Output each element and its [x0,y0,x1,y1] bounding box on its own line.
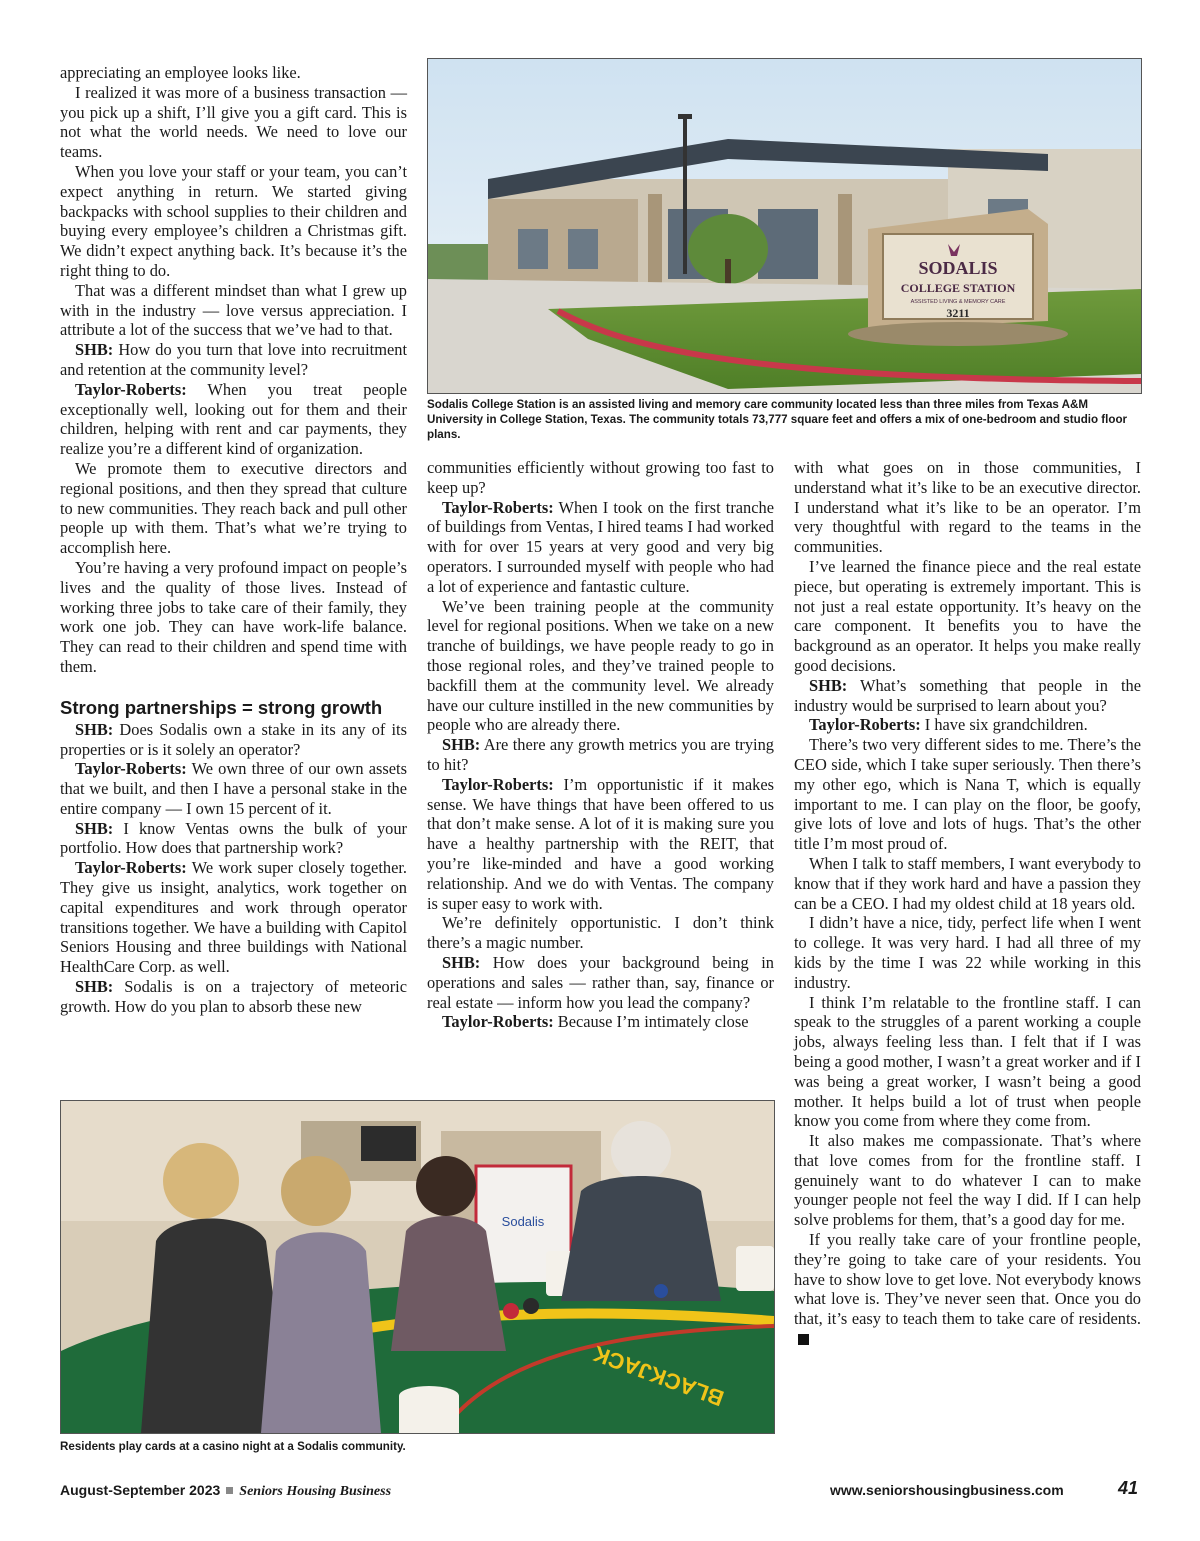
end-mark-icon [798,1334,809,1345]
speaker-label: Taylor-Roberts: [75,379,187,399]
question-paragraph [427,953,774,1012]
sign-number: 3211 [946,306,970,320]
answer-paragraph [427,1012,774,1032]
speaker-label: SHB: [75,977,114,997]
paragraph: I realized it was more of a business transaction — you pick up a shift, I’ll give you a gift card. This is not what the world needs. We need to love our teams. [60,82,407,162]
paragraph: We promote them to executive directors and regional positions, and then they spread that culture to new communities. They reach back and pull other people up with them. That’s what we’re trying to accomplish here. [60,458,407,558]
article-column-1 [60,63,407,1017]
question-text: I know Ventas owns the bulk of your portfolio. How does that partnership work? [60,818,407,858]
speaker-label: SHB: [809,675,848,695]
paragraph: That was a different mindset than what I grew up with in the industry — love versus appreciation. I attribute a lot of the success that we’ve had to that. [60,280,407,340]
answer-text: When you treat people exceptionally well, looking out for them and their children, helping with rent and car payments, they realize you’re a different kind of organization. [60,379,407,459]
answer-paragraph [60,858,407,977]
casino-night-photo [60,1100,775,1434]
paragraph: I didn’t have a nice, tidy, perfect life when I went to college. It was very hard. I had all three of my kids by the time I was 22 while working in this industry. [794,913,1141,992]
paragraph: I think I’m relatable to the frontline staff. I can speak to the struggles of a parent working a couple jobs, always feeling less than. I felt that if I was being a good mother, I wasn’t a great worker and if I was being a great worker, I wasn’t being a good mother. It helps build a lot of trust when people know you come from where they come from. [794,992,1141,1131]
speaker-label: SHB: [75,818,114,838]
answer-text: We work super closely together. They give us insight, analytics, work together on capital expenditures and work through operator transitions together. We have a building with Capitol Seniors Housing and three buildings with National HealthCare Corp. as well. [60,858,407,977]
speaker-label: Taylor-Roberts: [442,1012,554,1032]
speaker-label: Taylor-Roberts: [442,774,554,794]
speaker-label: Taylor-Roberts: [809,715,921,735]
table-text: BLACKJACK [589,1340,728,1412]
speaker-label: SHB: [442,735,481,755]
question-paragraph [60,977,407,1017]
paragraph: communities efficiently without growing too fast to keep up? [427,458,774,497]
question-text: What’s something that people in the industry would be surprised to learn about you? [794,675,1141,715]
paragraph: You’re having a very profound impact on people’s lives and the quality of those lives. Instead of working three jobs to take care of their family, they work one job. They can have work-life balance. They can read to their children and spend time with them. [60,557,407,676]
paragraph: We’ve been training people at the community level for regional positions. When we take on a new tranche of buildings, we have people ready to go in those regional roles, and they’ve trained people to backfill them at the community level. We already have our culture instilled in the new communities by people who are already there. [427,596,774,735]
question-text: How do you turn that love into recruitment and retention at the community level? [60,340,407,379]
question-text: Sodalis is on a trajectory of meteoric growth. How do you plan to absorb these new [60,977,407,1016]
answer-paragraph [427,775,774,914]
question-text: Does Sodalis own a stake in its any of its properties or is it solely an operator? [60,719,407,759]
paragraph: There’s two very different sides to me. There’s the CEO side, which I take super seriously. Then there’s my other ego, which is Nana T, which is equally important to me. I can play on the floor, be goofy, give lots of love and lots of hugs. That’s the other title I’m most proud of. [794,735,1141,854]
issue-footer [60,1482,391,1500]
answer-text: I have six grandchildren. [920,715,1088,735]
sign-subtitle: COLLEGE STATION [900,281,1016,295]
magazine-name: Seniors Housing Business [239,1484,392,1499]
question-paragraph [427,735,774,775]
sign-name: SODALIS [918,258,998,278]
speaker-label: Taylor-Roberts: [75,858,187,878]
answer-paragraph [427,498,774,597]
final-paragraph [794,1230,1141,1349]
answer-text: We own three of our own assets that we built, and then I have a personal stake in the entire company — I own 15 percent of it. [60,759,407,818]
answer-text: I’m opportunistic if it makes sense. We have things that have been offered to us that don’t make sense. A lot of it is making sure you have a healthy partnership with the REIT, that you’re like-minded and have a good working relationship. And we do with Ventas. The company is super easy to work with. [427,774,774,913]
question-paragraph [60,340,407,380]
answer-text: Because I’m intimately close [553,1012,749,1032]
speaker-label: Taylor-Roberts: [442,497,554,517]
article-column-2 [427,458,774,1032]
website-url[interactable]: www.seniorshousingbusiness.com [830,1482,1064,1498]
speaker-label: SHB: [75,340,114,360]
question-paragraph [794,676,1141,716]
paragraph: I’ve learned the finance piece and the real estate piece, but operating is extremely important. This is not just a real estate opportunity. It’s heavy on the care component. It benefits you to have the background as an operator. It helps you make really good decisions. [794,556,1141,675]
speaker-label: SHB: [442,952,481,972]
paragraph: When you love your staff or your team, you can’t expect anything in return. We started giving backpacks with school supplies to their children and buying every employee’s children a Christmas gift. We didn’t expect anything back. It’s because it’s the right thing to do. [60,161,407,280]
paragraph: We’re definitely opportunistic. I don’t think there’s a magic number. [427,913,774,953]
issue-date: August-September 2023 [60,1482,221,1498]
answer-paragraph [794,715,1141,735]
article-column-3 [794,458,1141,1349]
paragraph: with what goes on in those communities, I understand what it’s like to be an executive director. I understand what it’s like to be an operator. I’m very thoughtful with regard to the teams in the communities. [794,458,1141,557]
answer-paragraph [60,380,407,459]
sign-tagline: ASSISTED LIVING & MEMORY CARE [910,299,1006,305]
paragraph: It also makes me compassionate. That’s where that love comes from for the frontline staff. I genuinely want to do whatever I can to make younger people not feel the way I did. If I can help solve problems for them, that’s a good day for me. [794,1131,1141,1230]
poster-text: Sodalis [501,1214,545,1229]
answer-text: When I took on the first tranche of buildings from Ventas, I hired teams I had worked with for over 15 years at very good and very big operators. I surrounded myself with people who had a lot of experience and fantastic culture. [427,497,774,596]
question-text: Are there any growth metrics you are trying to hit? [427,735,774,774]
answer-paragraph [60,759,407,818]
speaker-label: SHB: [75,719,114,739]
building-photo-caption: Sodalis College Station is an assisted living and memory care community located less than three miles from Texas A&M University in College Station, Texas. The community totals 73,777 square feet and offers a mix of one-bedroom and studio floor plans. [427,398,1128,441]
section-heading: Strong partnerships = strong growth [60,696,383,718]
square-separator-icon [226,1487,233,1494]
paragraph: When I talk to staff members, I want everybody to know that if they work hard and have a passion they can be a CEO. I had my oldest child at 18 years old. [794,853,1141,913]
page-number: 41 [1118,1478,1139,1498]
building-photo [427,58,1142,394]
paragraph: appreciating an employee looks like. [60,63,301,82]
paragraph-text: If you really take care of your frontline people, they’re going to take care of your residents. You have to show love to get love. Not everybody knows what love is. They’ve never seen that. Once you do that, it’s easy to teach them to take care of residents. [794,1230,1141,1329]
casino-photo-caption: Residents play cards at a casino night at a Sodalis community. [60,1440,406,1453]
question-paragraph [60,819,407,859]
question-text: How does your background being in operations and sales — rather than, say, finance or real estate — inform how you lead the company? [427,952,774,1012]
question-paragraph [60,720,407,760]
speaker-label: Taylor-Roberts: [75,759,187,779]
